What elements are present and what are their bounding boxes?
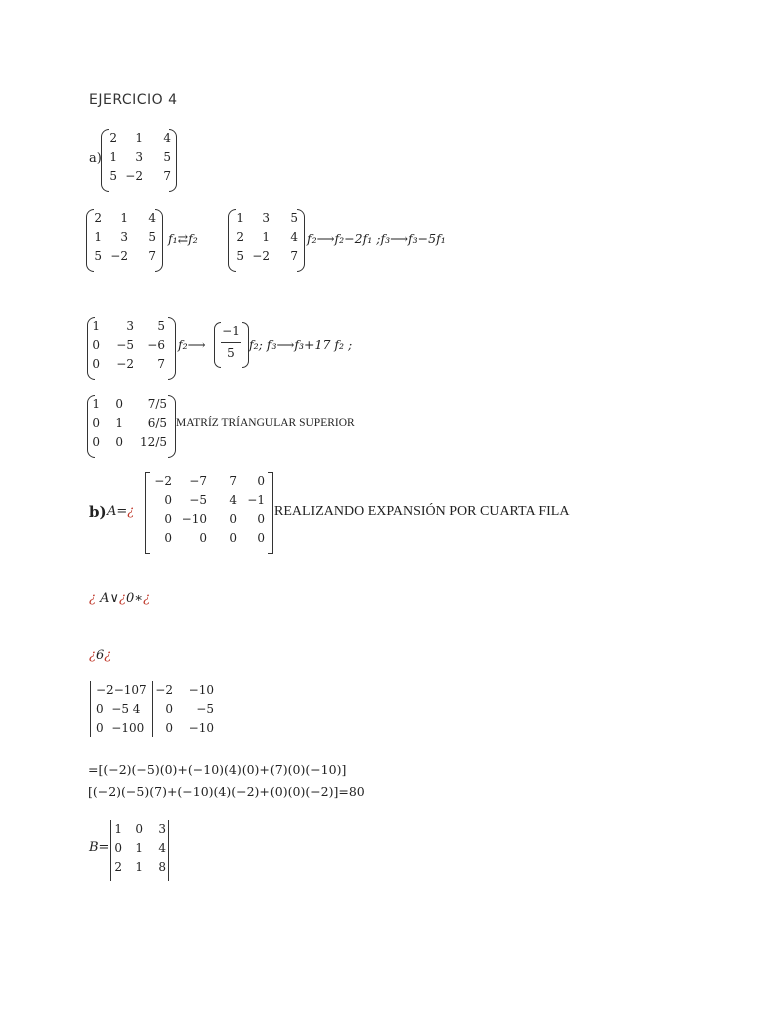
matrix-cell: 0: [257, 531, 265, 545]
matrix-cell: −10: [181, 512, 207, 526]
sarrus-expression-2: [(−2)(−5)(7)+(−10)(4)(−2)+(0)(0)(−2)]=80: [88, 784, 365, 799]
matrix-cell: 0: [257, 512, 265, 526]
matrix-b-label: B=: [89, 840, 110, 855]
matrix-cell: 1: [135, 131, 143, 145]
row-swap-operation: f₁⇄f₂: [168, 231, 198, 246]
matrix-cell: 3: [126, 319, 134, 333]
matrix-cell: −7: [189, 474, 207, 488]
matrix-cell: 5: [94, 249, 102, 263]
part-b-label: b): [89, 503, 107, 521]
matrix-cell: −5: [116, 338, 134, 352]
matrix-cell: 0: [92, 435, 100, 449]
matrix-cell: 1: [94, 230, 102, 244]
row-operation-suffix: f₂; f₃⟶f₃+17 f₂ ;: [249, 337, 353, 352]
paren-left: [86, 209, 94, 272]
matrix-cell: 4: [158, 841, 166, 855]
matrix-cell: 0: [115, 397, 123, 411]
paren-left: [101, 129, 109, 192]
matrix-cell: 0: [115, 435, 123, 449]
bar-left: [110, 820, 111, 881]
expansion-note: REALIZANDO EXPANSIÓN POR CUARTA FILA: [274, 504, 570, 519]
matrix-cell: 1: [262, 230, 270, 244]
bracket-left: [145, 472, 150, 554]
matrix-cell: 0: [164, 493, 172, 507]
matrix-cell: 7: [229, 474, 237, 488]
matrix-cell: −1: [247, 493, 265, 507]
matrix-cell: 5: [157, 319, 165, 333]
matrix-cell: 5: [163, 150, 171, 164]
sarrus-expression-1: =[(−2)(−5)(0)+(−10)(4)(0)+(7)(0)(−10)]: [88, 762, 347, 777]
det-cell: −10: [188, 683, 214, 697]
det-cell: −5: [196, 702, 214, 716]
matrix-cell: −2: [252, 249, 270, 263]
matrix-cell: −2: [125, 169, 143, 183]
matrix-cell: −2: [116, 357, 134, 371]
paren-left: [228, 209, 236, 272]
matrix-cell: 7: [157, 357, 165, 371]
matrix-cell: 7: [148, 249, 156, 263]
matrix-cell: 0: [229, 512, 237, 526]
det-cell: −10: [188, 721, 214, 735]
matrix-cell: 5: [148, 230, 156, 244]
matrix-cell: 3: [120, 230, 128, 244]
matrix-cell: 7: [290, 249, 298, 263]
matrix-cell: 0: [92, 357, 100, 371]
det-cell: −2: [155, 683, 173, 697]
det-cell: −2−107: [96, 683, 147, 697]
matrix-cell: 5: [236, 249, 244, 263]
matrix-cell: −2: [110, 249, 128, 263]
matrix-cell: 0: [92, 416, 100, 430]
det-cell: 0 −5 4: [96, 702, 141, 716]
matrix-cell: 1: [120, 211, 128, 225]
matrix-cell: −6: [147, 338, 165, 352]
matrix-cell: 3: [135, 150, 143, 164]
exercise-title: EJERCICIO 4: [89, 92, 178, 108]
matrix-cell: 0: [229, 531, 237, 545]
matrix-cell: 7: [163, 169, 171, 183]
matrix-cell: 1: [135, 841, 143, 855]
matrix-cell: 1: [92, 319, 100, 333]
bracket-right: [268, 472, 273, 554]
fraction-numerator: −1: [222, 324, 240, 338]
det-cell: 0: [165, 702, 173, 716]
matrix-cell: 1: [92, 397, 100, 411]
row-operation-step1: f₂⟶f₂−2f₁ ;f₃⟶f₃−5f₁: [307, 231, 446, 246]
det-bar-left: [90, 681, 91, 737]
matrix-cell: 1: [109, 150, 117, 164]
matrix-cell: 3: [158, 822, 166, 836]
matrix-cell: 4: [148, 211, 156, 225]
matrix-cell: 12/5: [140, 435, 167, 449]
matrix-cell: 6/5: [147, 416, 167, 430]
matrix-cell: 7/5: [147, 397, 167, 411]
matrix-cell: 2: [236, 230, 244, 244]
fraction-denominator: 5: [227, 346, 235, 360]
matrix-cell: 4: [163, 131, 171, 145]
matrix-cell: 4: [290, 230, 298, 244]
matrix-cell: 5: [109, 169, 117, 183]
determinant-line-2: ¿6¿: [89, 648, 112, 663]
paren-right: [297, 209, 305, 272]
matrix-cell: 5: [290, 211, 298, 225]
det-cell: 0 −100: [96, 721, 145, 735]
paren-right: [155, 209, 163, 272]
matrix-cell: 4: [229, 493, 237, 507]
det-bar-right: [152, 681, 153, 737]
paren-right: [168, 395, 176, 458]
fraction-paren-right: [242, 322, 249, 368]
matrix-cell: 1: [115, 416, 123, 430]
row-operation-prefix: f₂⟶: [178, 337, 206, 352]
part-a-label: a): [89, 151, 102, 166]
matrix-cell: −2: [154, 474, 172, 488]
matrix-cell: 0: [114, 841, 122, 855]
matrix-cell: 0: [92, 338, 100, 352]
matrix-cell: 8: [158, 860, 166, 874]
matrix-cell: 1: [135, 860, 143, 874]
matrix-cell: 0: [199, 531, 207, 545]
matrix-cell: 3: [262, 211, 270, 225]
matrix-cell: 0: [257, 474, 265, 488]
matrix-cell: −5: [189, 493, 207, 507]
det-cell: 0: [165, 721, 173, 735]
matrix-cell: 2: [114, 860, 122, 874]
matrix-cell: 2: [109, 131, 117, 145]
matrix-cell: 0: [135, 822, 143, 836]
matrix-cell: 1: [236, 211, 244, 225]
matrix-cell: 1: [114, 822, 122, 836]
matrix-cell: 2: [94, 211, 102, 225]
determinant-line-1: ¿ A∨¿0∗¿: [89, 591, 151, 606]
matrix-cell: 0: [164, 531, 172, 545]
matrix-cell: 0: [164, 512, 172, 526]
fraction-bar: [221, 342, 241, 343]
bar-right: [168, 820, 169, 881]
paren-right: [168, 317, 176, 380]
matrix-a-assignment: A=¿: [107, 504, 135, 519]
upper-triangular-note: MATRÍZ TRÍANGULAR SUPERIOR: [176, 417, 355, 429]
